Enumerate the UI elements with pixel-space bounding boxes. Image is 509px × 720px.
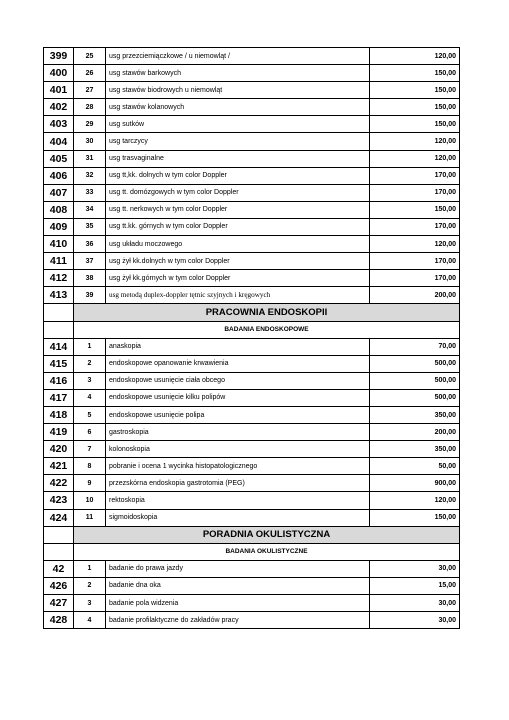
table-row [44, 389, 460, 406]
row-number: 34 [74, 201, 106, 218]
table-row [44, 406, 460, 423]
procedure-id: 420 [44, 441, 74, 458]
table-row [44, 48, 460, 65]
procedure-price: 170,00 [370, 270, 460, 287]
procedure-id: 427 [44, 595, 74, 612]
row-number: 37 [74, 253, 106, 270]
procedure-price: 15,00 [370, 577, 460, 594]
procedure-name: endoskopowe opanowanie krwawienia [106, 355, 370, 372]
row-number: 1 [74, 560, 106, 577]
row-number: 1 [74, 338, 106, 355]
procedure-price: 150,00 [370, 65, 460, 82]
procedure-price: 150,00 [370, 82, 460, 99]
table-row [44, 577, 460, 594]
procedure-price: 120,00 [370, 492, 460, 509]
procedure-price: 170,00 [370, 218, 460, 235]
row-number: 9 [74, 475, 106, 492]
procedure-price: 50,00 [370, 458, 460, 475]
row-number: 11 [74, 509, 106, 526]
row-number: 31 [74, 150, 106, 167]
table-row [44, 424, 460, 441]
table-row [44, 99, 460, 116]
procedure-name: usg stawów barkowych [106, 65, 370, 82]
section-subtitle: BADANIA ENDOSKOPOWE [74, 321, 460, 338]
procedure-id: 407 [44, 184, 74, 201]
table-row [44, 167, 460, 184]
procedure-price: 500,00 [370, 355, 460, 372]
procedure-id: 410 [44, 236, 74, 253]
table-row [44, 372, 460, 389]
section-gap-cell [44, 526, 74, 543]
table-row [44, 595, 460, 612]
procedure-id: 399 [44, 48, 74, 65]
row-number: 3 [74, 372, 106, 389]
procedure-id: 416 [44, 372, 74, 389]
row-number: 6 [74, 424, 106, 441]
procedure-price: 170,00 [370, 184, 460, 201]
row-number: 30 [74, 133, 106, 150]
procedure-id: 414 [44, 338, 74, 355]
procedure-price: 120,00 [370, 150, 460, 167]
section-title: PORADNIA OKULISTYCZNA [74, 526, 460, 543]
procedure-id: 428 [44, 612, 74, 629]
procedure-price: 350,00 [370, 441, 460, 458]
table-row [44, 253, 460, 270]
procedure-id: 406 [44, 167, 74, 184]
row-number: 33 [74, 184, 106, 201]
procedure-price: 170,00 [370, 253, 460, 270]
procedure-id: 411 [44, 253, 74, 270]
procedure-price: 120,00 [370, 236, 460, 253]
table-row [44, 236, 460, 253]
table-row [44, 355, 460, 372]
section-subheader-row [44, 321, 460, 338]
procedure-name: anaskopia [106, 338, 370, 355]
procedure-id: 419 [44, 424, 74, 441]
row-number: 3 [74, 595, 106, 612]
section-gap-cell [44, 543, 74, 560]
procedure-id: 426 [44, 577, 74, 594]
table-row [44, 116, 460, 133]
row-number: 2 [74, 355, 106, 372]
procedure-name: usg sutków [106, 116, 370, 133]
procedure-name: endoskopowe usunięcie kilku polipów [106, 389, 370, 406]
procedure-id: 400 [44, 65, 74, 82]
row-number: 25 [74, 48, 106, 65]
procedure-name: badanie dna oka [106, 577, 370, 594]
table-row [44, 287, 460, 304]
procedure-name: usg żył kk.górnych w tym color Doppler [106, 270, 370, 287]
procedure-id: 421 [44, 458, 74, 475]
row-number: 29 [74, 116, 106, 133]
procedure-id: 418 [44, 406, 74, 423]
procedure-price: 150,00 [370, 509, 460, 526]
procedure-id: 423 [44, 492, 74, 509]
row-number: 8 [74, 458, 106, 475]
procedure-name: usg stawów kolanowych [106, 99, 370, 116]
row-number: 36 [74, 236, 106, 253]
procedure-id: 417 [44, 389, 74, 406]
procedure-name: przezskórna endoskopia gastrotomia (PEG) [106, 475, 370, 492]
procedure-name: usg przezciemiączkowe / u niemowląt / [106, 48, 370, 65]
row-number: 38 [74, 270, 106, 287]
procedure-id: 42 [44, 560, 74, 577]
row-number: 7 [74, 441, 106, 458]
procedure-price: 70,00 [370, 338, 460, 355]
procedure-name: badanie do prawa jazdy [106, 560, 370, 577]
procedure-name: usg tarczycy [106, 133, 370, 150]
section-header-row [44, 304, 460, 321]
table-row [44, 82, 460, 99]
procedure-price: 30,00 [370, 560, 460, 577]
procedure-price: 120,00 [370, 48, 460, 65]
section-gap-cell [44, 321, 74, 338]
procedure-id: 415 [44, 355, 74, 372]
table-row [44, 612, 460, 629]
price-list-table [43, 47, 460, 629]
procedure-name: usg tt.kk. górnych w tym color Doppler [106, 218, 370, 235]
procedure-name: usg tt,kk. dolnych w tym color Doppler [106, 167, 370, 184]
row-number: 26 [74, 65, 106, 82]
procedure-name: usg żył kk.dolnych w tym color Doppler [106, 253, 370, 270]
section-subtitle: BADANIA OKULISTYCZNE [74, 543, 460, 560]
procedure-price: 30,00 [370, 595, 460, 612]
table-row [44, 270, 460, 287]
procedure-price: 170,00 [370, 167, 460, 184]
table-row [44, 65, 460, 82]
table-row [44, 458, 460, 475]
table-row [44, 201, 460, 218]
procedure-price: 150,00 [370, 99, 460, 116]
procedure-name: usg tt. domózgowych w tym color Doppler [106, 184, 370, 201]
procedure-price: 200,00 [370, 287, 460, 304]
procedure-name: badanie profilaktyczne do zakładów pracy [106, 612, 370, 629]
procedure-name: badanie pola widzenia [106, 595, 370, 612]
procedure-name: gastroskopia [106, 424, 370, 441]
row-number: 4 [74, 612, 106, 629]
row-number: 32 [74, 167, 106, 184]
procedure-id: 405 [44, 150, 74, 167]
procedure-price: 900,00 [370, 475, 460, 492]
procedure-id: 412 [44, 270, 74, 287]
price-list-body [44, 48, 460, 629]
procedure-name: usg tt. nerkowych w tym color Doppler [106, 201, 370, 218]
table-row [44, 441, 460, 458]
procedure-id: 409 [44, 218, 74, 235]
table-row [44, 150, 460, 167]
section-header-row [44, 526, 460, 543]
section-title: PRACOWNIA ENDOSKOPII [74, 304, 460, 321]
table-row [44, 218, 460, 235]
row-number: 10 [74, 492, 106, 509]
row-number: 39 [74, 287, 106, 304]
procedure-price: 350,00 [370, 406, 460, 423]
procedure-name: rektoskopia [106, 492, 370, 509]
procedure-name: usg metodą duplex-doppler tętnic szyjnych i kręgowych [106, 287, 370, 304]
row-number: 2 [74, 577, 106, 594]
table-row [44, 133, 460, 150]
procedure-name: usg trasvaginalne [106, 150, 370, 167]
procedure-id: 422 [44, 475, 74, 492]
row-number: 35 [74, 218, 106, 235]
table-row [44, 492, 460, 509]
procedure-price: 150,00 [370, 116, 460, 133]
procedure-price: 500,00 [370, 389, 460, 406]
procedure-id: 408 [44, 201, 74, 218]
procedure-name: usg układu moczowego [106, 236, 370, 253]
procedure-price: 150,00 [370, 201, 460, 218]
procedure-name: endoskopowe usunięcie ciała obcego [106, 372, 370, 389]
section-gap-cell [44, 304, 74, 321]
procedure-name: endoskopowe usunięcie polipa [106, 406, 370, 423]
procedure-name: sigmoidoskopia [106, 509, 370, 526]
table-row [44, 184, 460, 201]
row-number: 27 [74, 82, 106, 99]
procedure-id: 413 [44, 287, 74, 304]
table-row [44, 475, 460, 492]
procedure-id: 401 [44, 82, 74, 99]
procedure-id: 403 [44, 116, 74, 133]
row-number: 5 [74, 406, 106, 423]
procedure-price: 30,00 [370, 612, 460, 629]
procedure-id: 404 [44, 133, 74, 150]
procedure-name: pobranie i ocena 1 wycinka histopatologicznego [106, 458, 370, 475]
row-number: 28 [74, 99, 106, 116]
table-row [44, 560, 460, 577]
table-row [44, 509, 460, 526]
procedure-id: 402 [44, 99, 74, 116]
procedure-id: 424 [44, 509, 74, 526]
procedure-price: 120,00 [370, 133, 460, 150]
procedure-price: 500,00 [370, 372, 460, 389]
procedure-name: kolonoskopia [106, 441, 370, 458]
procedure-name: usg stawów biodrowych u niemowląt [106, 82, 370, 99]
procedure-price: 200,00 [370, 424, 460, 441]
section-subheader-row [44, 543, 460, 560]
row-number: 4 [74, 389, 106, 406]
table-row [44, 338, 460, 355]
